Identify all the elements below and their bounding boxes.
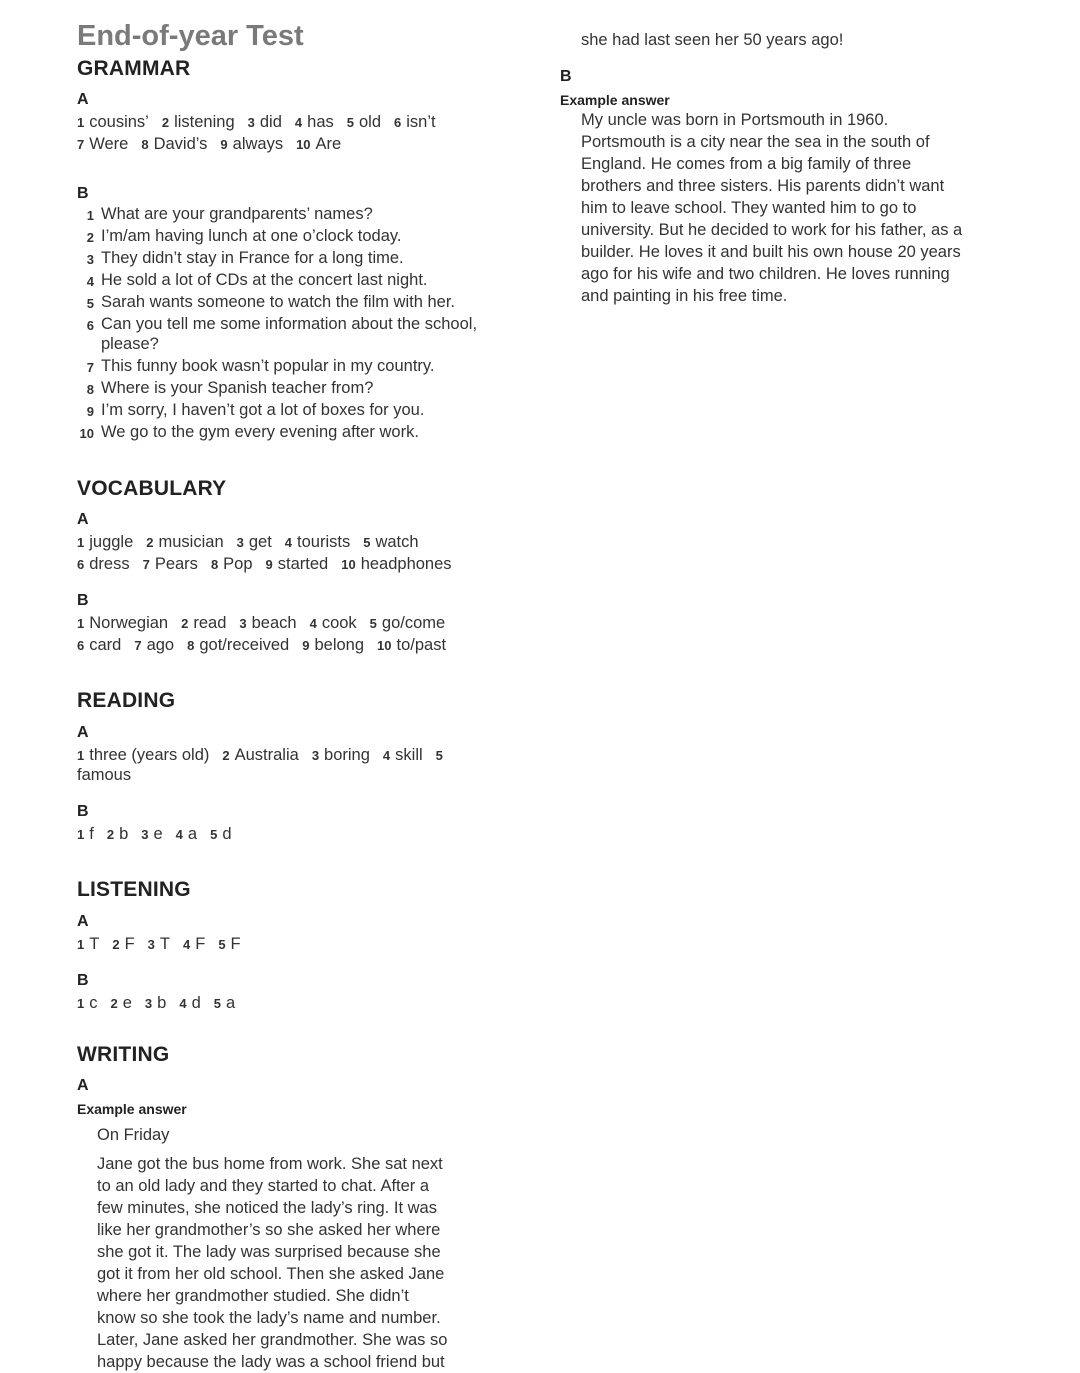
answer-word: Pears — [154, 555, 198, 573]
answer-number: 5 — [210, 827, 218, 842]
answer-word: three (years old) — [89, 746, 210, 764]
answer-number: 5 — [218, 937, 226, 952]
answer-word: read — [193, 614, 227, 632]
answer-word: old — [358, 113, 382, 131]
answer-number: 5 — [369, 616, 377, 631]
question-answer: He sold a lot of CDs at the concert last night. — [101, 271, 428, 289]
answer-word: d — [191, 994, 201, 1012]
reading-heading: READING — [77, 689, 176, 712]
answer-word: f — [89, 825, 94, 843]
question-number: 2 — [86, 230, 94, 245]
answer-number: 2 — [106, 827, 115, 842]
grammar-heading: GRAMMAR — [77, 57, 191, 80]
answer-number: 5 — [363, 535, 371, 550]
answer-number: 5 — [213, 996, 221, 1011]
answer-word: belong — [314, 636, 365, 654]
answer-word: cook — [321, 614, 357, 632]
answer-word: card — [89, 636, 122, 654]
reading-a-wrap: famous — [77, 766, 132, 784]
answer-word: T — [89, 935, 100, 953]
paragraph-line: know so she took the lady’s name and number. — [97, 1309, 441, 1327]
question-answer: I’m/am having lunch at one o’clock today. — [101, 227, 402, 245]
answer-word: juggle — [89, 533, 134, 551]
answer-number: 5 — [346, 115, 354, 130]
answer-number: 3 — [236, 535, 244, 550]
answer-number: 6 — [77, 557, 85, 572]
paragraph-line: Later, Jane asked her grandmother. She was so — [97, 1331, 448, 1349]
answer-number: 2 — [112, 937, 120, 952]
answer-word: get — [248, 533, 272, 551]
answer-number: 4 — [179, 996, 187, 1011]
answer-word: Australia — [234, 746, 299, 764]
answer-number: 6 — [77, 638, 85, 653]
answer-number: 7 — [142, 557, 150, 572]
answer-word: b — [157, 994, 167, 1012]
answer-number: 1 — [77, 535, 85, 550]
answer-word: e — [153, 825, 163, 843]
answer-number: 3 — [247, 115, 255, 130]
answer-number: 10 — [341, 557, 356, 572]
answer-number: 9 — [265, 557, 273, 572]
answer-word: T — [159, 935, 170, 953]
answer-number: 4 — [382, 748, 391, 763]
answer-word: beach — [251, 614, 297, 632]
paragraph-line: got it from her old school. Then she asked Jane — [97, 1265, 445, 1283]
answer-number: 10 — [296, 137, 311, 152]
answer-word: b — [119, 825, 129, 843]
paragraph-line: university. But he decided to work for his father, as a — [581, 221, 963, 239]
answer-word: musician — [158, 533, 224, 551]
answer-number: 1 — [77, 616, 85, 631]
paragraph-line: him to leave school. They wanted him to go to — [581, 199, 917, 217]
question-answer: I’m sorry, I haven’t got a lot of boxes for you. — [101, 401, 425, 419]
answer-word: always — [232, 135, 284, 153]
question-number: 7 — [86, 360, 94, 375]
writing-a-body — [97, 1153, 447, 1373]
answer-word: has — [307, 113, 334, 131]
paragraph-line: builder. He loves it and built his own house 20 years — [581, 243, 961, 261]
answer-word: Pop — [223, 555, 253, 573]
question-answer: Can you tell me some information about the school, — [101, 315, 478, 333]
answer-row — [77, 553, 452, 576]
paragraph-line: few minutes, she noticed the lady’s ring. It was — [97, 1199, 437, 1217]
answer-number: 3 — [311, 748, 320, 763]
writing-heading: WRITING — [77, 1043, 170, 1066]
listening-heading: LISTENING — [77, 878, 191, 901]
writing-b-label: B — [560, 68, 572, 85]
answer-word: got/received — [199, 636, 290, 654]
answer-number: 7 — [134, 638, 142, 653]
answer-word: F — [195, 935, 206, 953]
answer-row — [77, 992, 235, 1015]
answer-word: c — [89, 994, 98, 1012]
writing-a-continuation: she had last seen her 50 years ago! — [581, 31, 844, 49]
answer-number: 4 — [309, 616, 317, 631]
question-answer: This funny book wasn’t popular in my country. — [101, 357, 435, 375]
question-answer: Sarah wants someone to watch the film with her. — [101, 293, 456, 311]
paragraph-line: England. He comes from a big family of three — [581, 155, 912, 173]
question-number: 8 — [86, 382, 94, 397]
question-number: 6 — [86, 318, 94, 333]
answer-word: Norwegian — [89, 614, 169, 632]
answer-word: did — [259, 113, 282, 131]
answer-word: started — [277, 555, 329, 573]
answer-word: watch — [375, 533, 419, 551]
question-answer: We go to the gym every evening after work. — [101, 423, 419, 441]
page-title: End-of-year Test — [77, 20, 304, 52]
answer-number: 2 — [110, 996, 118, 1011]
answer-number: 7 — [77, 137, 85, 152]
answer-number: 9 — [302, 638, 310, 653]
listening-a-label: A — [77, 913, 89, 930]
answer-number: 4 — [294, 115, 303, 130]
answer-number: 4 — [175, 827, 183, 842]
answer-number: 2 — [181, 616, 189, 631]
question-answer: Where is your Spanish teacher from? — [101, 379, 374, 397]
answer-number: 1 — [77, 115, 85, 130]
answer-row — [77, 933, 241, 956]
answer-word: a — [225, 994, 236, 1012]
answer-number: 8 — [187, 638, 195, 653]
vocabulary-b-label: B — [77, 592, 89, 609]
vocabulary-a-label: A — [77, 511, 89, 528]
answer-word: F — [124, 935, 135, 953]
writing-a-title: On Friday — [97, 1126, 170, 1144]
listening-b-label: B — [77, 972, 89, 989]
answer-row — [77, 634, 446, 657]
answer-word: dress — [89, 555, 130, 573]
paragraph-line: like her grandmother’s so she asked her where — [97, 1221, 441, 1239]
answer-number: 1 — [77, 996, 85, 1011]
answer-row — [77, 612, 445, 635]
answer-word: d — [222, 825, 232, 843]
writing-b-body — [581, 109, 962, 307]
answer-number: 3 — [239, 616, 247, 631]
question-number: 1 — [86, 208, 94, 223]
answer-word: to/past — [396, 636, 447, 654]
grammar-b-label: B — [77, 185, 89, 202]
answer-number: 2 — [161, 115, 170, 130]
question-number: 5 — [86, 296, 94, 311]
answer-row — [77, 744, 448, 767]
reading-a-label: A — [77, 724, 89, 741]
paragraph-line: and painting in his free time. — [581, 287, 788, 305]
answer-number: 3 — [144, 996, 153, 1011]
answer-number: 1 — [77, 937, 85, 952]
answer-word: isn’t — [406, 113, 436, 131]
answer-number: 9 — [220, 137, 228, 152]
answer-word: skill — [395, 746, 423, 764]
answer-word: ago — [146, 636, 175, 654]
answer-word: Are — [315, 135, 342, 153]
answer-number: 6 — [394, 115, 402, 130]
question-number: 9 — [86, 404, 94, 419]
paragraph-line: Jane got the bus home from work. She sat next — [97, 1155, 443, 1173]
answer-number: 4 — [182, 937, 191, 952]
paragraph-line: to an old lady and they started to chat. After a — [97, 1177, 430, 1195]
answer-word: e — [122, 994, 132, 1012]
answer-number: 1 — [77, 827, 85, 842]
question-number: 3 — [86, 252, 94, 267]
answer-row — [77, 111, 436, 134]
answer-row — [77, 133, 341, 156]
paragraph-line: ago for his wife and two children. He loves running — [581, 265, 950, 283]
paragraph-line: brothers and three sisters. His parents didn’t want — [581, 177, 945, 195]
answer-word: listening — [174, 113, 235, 131]
paragraph-line: where her grandmother studied. She didn’t — [97, 1287, 409, 1305]
answer-word: F — [230, 935, 241, 953]
answer-word: headphones — [360, 555, 452, 573]
answer-row — [77, 531, 419, 554]
answer-word: tourists — [297, 533, 351, 551]
writing-b-example-label: Example answer — [560, 92, 670, 108]
answer-word: cousins’ — [89, 113, 149, 131]
question-number: 4 — [86, 274, 94, 289]
answer-number: 8 — [141, 137, 149, 152]
answer-number: 3 — [141, 827, 149, 842]
answer-word: go/come — [381, 614, 446, 632]
answer-number: 1 — [77, 748, 85, 763]
reading-b-label: B — [77, 803, 89, 820]
question-number: 10 — [79, 426, 94, 441]
question-answer-continued: please? — [101, 335, 159, 353]
question-answer: They didn’t stay in France for a long time. — [101, 249, 404, 267]
answer-row — [77, 823, 232, 846]
paragraph-line: My uncle was born in Portsmouth in 1960. — [581, 111, 889, 129]
answer-word: boring — [324, 746, 370, 764]
answer-number: 5 — [435, 748, 443, 763]
answer-word: Were — [89, 135, 129, 153]
answer-word: David’s — [153, 135, 208, 153]
writing-a-label: A — [77, 1077, 89, 1094]
answer-number: 8 — [210, 557, 219, 572]
writing-a-example-label: Example answer — [77, 1101, 187, 1117]
answer-word: a — [187, 825, 198, 843]
grammar-a-label: A — [77, 91, 89, 108]
question-answer: What are your grandparents’ names? — [101, 205, 373, 223]
answer-number: 3 — [147, 937, 155, 952]
paragraph-line: happy because the lady was a school friend but — [97, 1353, 445, 1371]
paragraph-line: Portsmouth is a city near the sea in the south of — [581, 133, 930, 151]
answer-number: 4 — [284, 535, 293, 550]
answer-number: 2 — [222, 748, 230, 763]
vocabulary-heading: VOCABULARY — [77, 477, 227, 500]
answer-number: 2 — [146, 535, 154, 550]
answer-number: 10 — [377, 638, 392, 653]
paragraph-line: she got it. The lady was surprised because she — [97, 1243, 441, 1261]
